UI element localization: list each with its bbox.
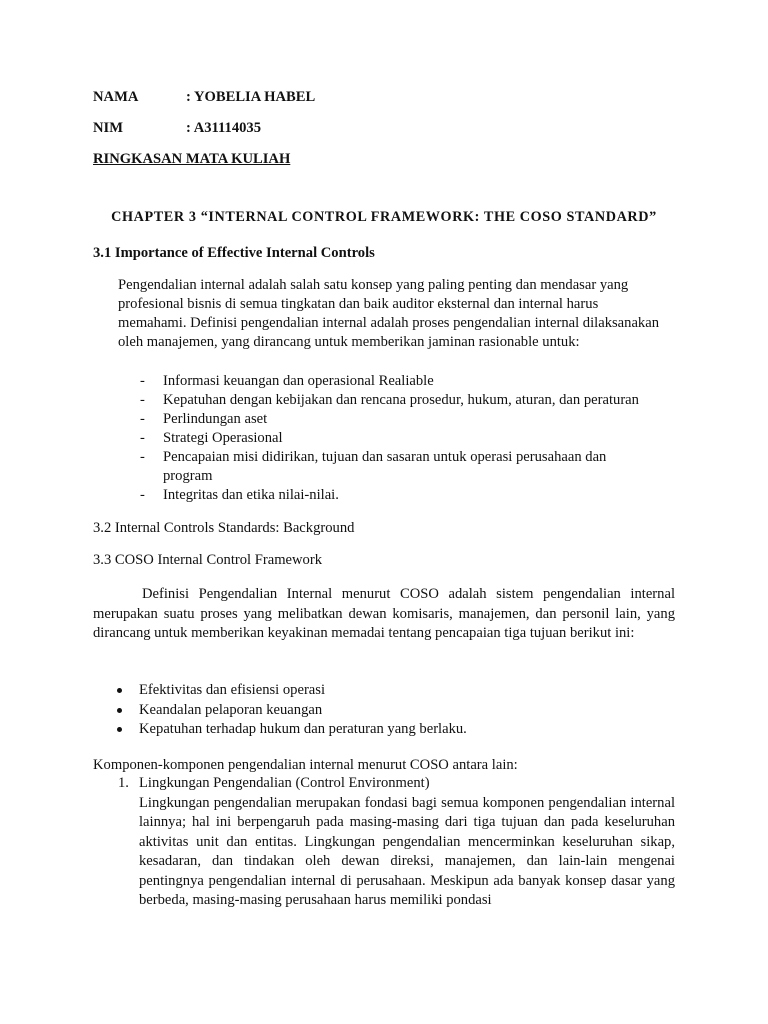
nama-label: NAMA [93, 89, 139, 105]
dash-marker: - [140, 449, 145, 465]
list-item: - Integritas dan etika nilai-nilai. [140, 487, 339, 503]
list-item: Kepatuhan terhadap hukum dan peraturan yang berlaku. [117, 720, 617, 740]
nim-label: NIM [93, 120, 123, 136]
component-number: 1. [118, 775, 129, 791]
component-body: Lingkungan pengendalian merupakan fondasi bagi semua komponen pengendalian internal lainnya; hal ini berpengaruh pada masing-masing dari tiga tujuan dan pada keseluruhan aktivitas unit dan entitas. Lingkungan pengendalian mencerminkan keseluruhan sikap, kesadaran, dan tindakan oleh dewan direksi, manajemen, dan lain-lain mengenai pentingnya pengendalian internal di perusahaan. Meskipun ada banyak konsep dasar yang berbeda, masing-masing perusahaan harus memiliki pondasi [139, 794, 675, 908]
bullet-icon [117, 727, 122, 732]
bullet-icon [117, 708, 122, 713]
list-item: Keandalan pelaporan keuangan [117, 701, 617, 721]
section-3-3-definition-block [93, 585, 675, 644]
chapter-title: CHAPTER 3 “INTERNAL CONTROL FRAMEWORK: THE COSO STANDARD” [111, 209, 657, 225]
components-intro: Komponen-komponen pengendalian internal menurut COSO antara lain: [93, 757, 518, 773]
nama-value: : YOBELIA HABEL [186, 89, 316, 105]
section-3-2-heading: 3.2 Internal Controls Standards: Background [93, 520, 355, 536]
list-item: Efektivitas dan efisiensi operasi [117, 681, 617, 701]
section-3-1-list [140, 372, 670, 505]
list-item: - Kepatuhan dengan kebijakan dan rencana prosedur, hukum, aturan, dan peraturan [140, 392, 639, 408]
section-3-1-paragraph: Pengendalian internal adalah salah satu konsep yang paling penting dan mendasar yang profesional bisnis di semua tingkatan dan baik auditor eksternal dan internal harus memahami. Definisi pengendalian internal adalah proses pengendalian internal dilaksanakan oleh manajemen, yang dirancang untuk memberikan jaminan rasionable untuk: [118, 277, 659, 350]
nim-value: : A31114035 [186, 120, 262, 136]
list-item: - Informasi keuangan dan operasional Realiable [140, 373, 434, 389]
bullet-icon [117, 688, 122, 693]
list-item: - Strategi Operasional [140, 430, 283, 446]
dash-marker: - [140, 373, 145, 389]
objectives-list [117, 681, 617, 740]
dash-marker: - [140, 392, 145, 408]
component-item [118, 774, 675, 911]
components-list [118, 774, 675, 911]
list-item: - Perlindungan aset [140, 411, 268, 427]
section-3-1-heading: 3.1 Importance of Effective Internal Controls [93, 245, 375, 261]
course-title: RINGKASAN MATA KULIAH [93, 151, 291, 167]
dash-marker: - [140, 411, 145, 427]
definition-paragraph: Definisi Pengendalian Internal menurut COSO adalah sistem pengendalian internal merupakan suatu proses yang melibatkan dewan komisaris, manajemen, dan personil lain, yang dirancang untuk memberikan keyakinan memadai tentang pencapaian tiga tujuan berikut ini: [93, 586, 675, 641]
dash-marker: - [140, 430, 145, 446]
list-item: - Pencapaian misi didirikan, tujuan dan sasaran untuk operasi perusahaan dan program [140, 449, 607, 484]
section-3-3-heading: 3.3 COSO Internal Control Framework [93, 552, 323, 568]
dash-marker: - [140, 487, 145, 503]
component-title: Lingkungan Pengendalian (Control Environment) [139, 775, 430, 791]
